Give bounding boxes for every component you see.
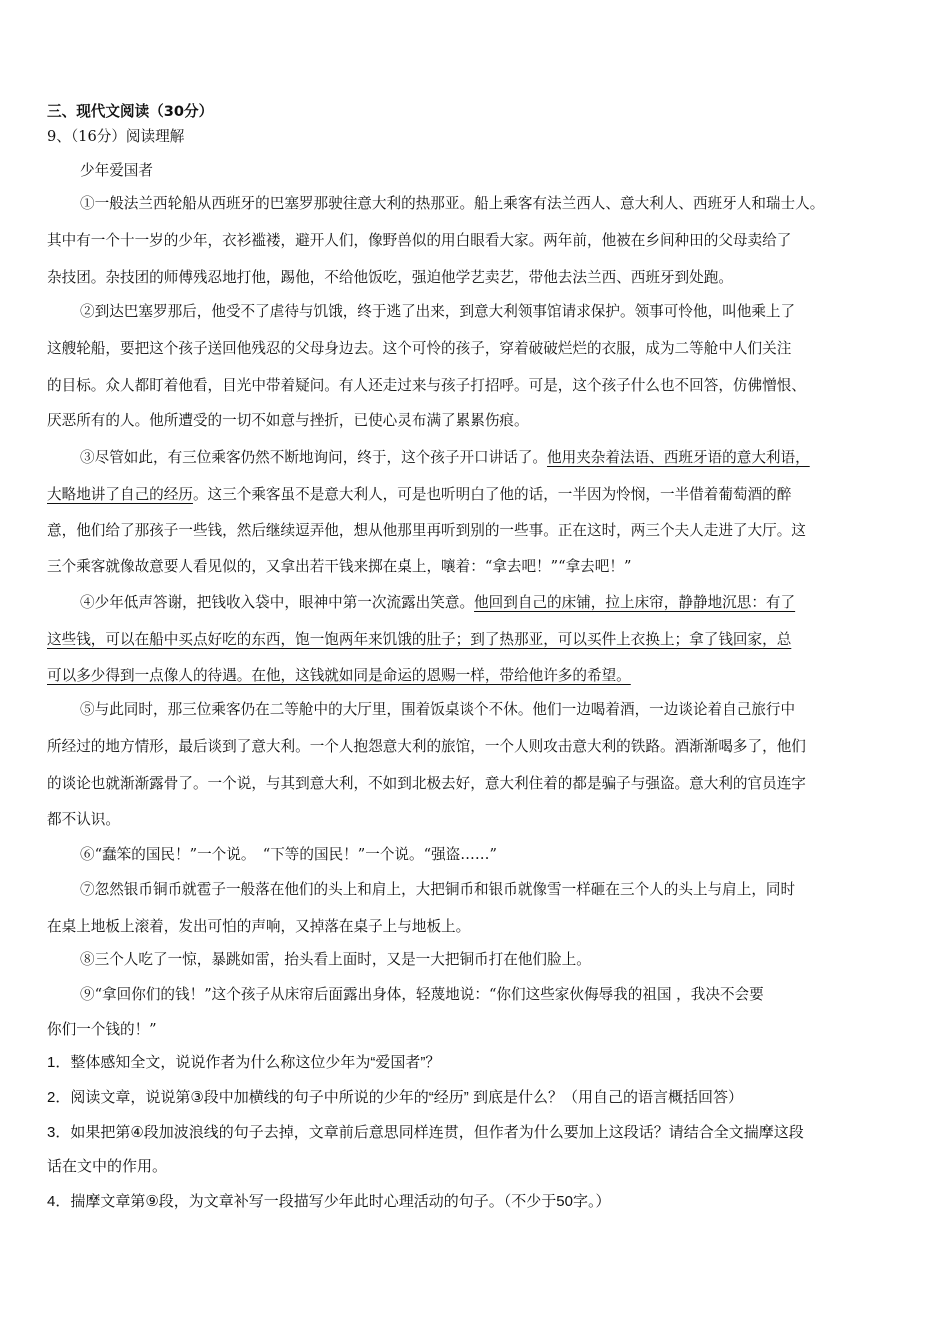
p8-line: ⑧三个人吃了一惊，暴跳如雷，抬头看上面时，又是一大把铜币打在他们脸上。 [80,951,591,968]
p1-line2: 其中有一个十一岁的少年，衣衫褴褛，避开人们，像野兽似的用白眼看大家。两年前，他被在乡间种田的父母卖给了 [47,232,792,249]
p1-line3: 杂技团。杂技团的师傅残忍地打他，踢他，不给他饭吃，强迫他学艺卖艺，带他去法兰西、西班牙到处跑。 [47,269,733,286]
p1-line1: ①一般法兰西轮船从西班牙的巴塞罗那驶往意大利的热那亚。船上乘客有法兰西人、意大利人、西班牙人和瑞士人。 [80,195,825,212]
p2-line2: 这艘轮船，要把这个孩子送回他残忍的父母身边去。这个可怜的孩子，穿着破破烂烂的衣服，成为二等舱中人们关注 [47,340,792,357]
p9-line2: 你们一个钱的！” [47,1021,157,1038]
underlined-sentence-end: 大略地讲了自己的经历 [47,486,193,503]
p2-line4: 厌恶所有的人。他所遭受的一切不如意与挫折，已使心灵布满了累累伤痕。 [47,412,529,429]
p5-line4: 都不认识。 [47,811,120,828]
p7-line2: 在桌上地板上滚着，发出可怕的声响，又掉落在桌子上与地板上。 [47,918,471,935]
p3-line3: 意，他们给了那孩子一些钱，然后继续逗弄他，想从他那里再听到别的一些事。正在这时，两三个夫人走进了大厅。这 [47,522,806,539]
p4-line2: 这些钱，可以在船中买点好吃的东西，饱一饱两年来饥饿的肚子；到了热那亚，可以买件上衣换上；拿了钱回家，总 [47,631,792,648]
p3-line4: 三个乘客就像故意要人看见似的，又拿出若干钱来掷在桌上，嚷着：“拿去吧！”“拿去吧！” [47,558,632,575]
p3-text: ③尽管如此，有三位乘客仍然不断地询问，终于，这个孩子开口讲话了。 [80,449,548,466]
p7-line1: ⑦忽然银币铜币就雹子一般落在他们的头上和肩上，大把铜币和银币就像雪一样砸在三个人的头上与肩上，同时 [80,881,796,898]
p5-line2: 所经过的地方情形，最后谈到了意大利。一个人抱怨意大利的旅馆，一个人则攻击意大利的铁路。酒渐渐喝多了，他们 [47,738,806,755]
wavy-line-sentence: 他回到自己的床铺，拉上床帘，静静地沉思：有了 [474,594,796,611]
p5-line1: ⑤与此同时，那三位乘客仍在二等舱中的大厅里，围着饭桌谈个不休。他们一边喝着酒，一边谈论着自己旅行中 [80,701,796,718]
article-title: 少年爱国者 [80,162,153,179]
question-4: 4．揣摩文章第⑨段，为文章补写一段描写少年此时心理活动的句子。（不少于50字。） [47,1193,611,1210]
p3-line2 [47,486,791,504]
p5-line3: 的谈论也就渐渐露骨了。一个说，与其到意大利，不如到北极去好，意大利住着的都是骗子与强盗。意大利的官员连字 [47,775,806,792]
question-header: 9、（16分）阅读理解 [47,128,185,145]
p6-line: ⑥“蠢笨的国民！”一个说。 “下等的国民！”一个说。“强盗……” [80,846,497,863]
underlined-sentence: 他用夹杂着法语、西班牙语的意大利语， [547,449,810,466]
section-heading: 三、现代文阅读（30分） [47,103,214,120]
p4-line1 [80,594,795,612]
p4-line3: 可以多少得到一点像人的待遇。在他，这钱就如同是命运的恩赐一样，带给他许多的希望。 [47,667,631,684]
question-3-line2: 话在文中的作用。 [47,1158,168,1175]
p3-line1 [80,449,810,467]
question-3-line1: 3．如果把第④段加波浪线的句子去掉，文章前后意思同样连贯，但作者为什么要加上这段话？请结合全文揣摩这段 [47,1124,804,1141]
p2-line1: ②到达巴塞罗那后，他受不了虐待与饥饿，终于逃了出来，到意大利领事馆请求保护。领事可怜他，叫他乘上了 [80,303,796,320]
question-2: 2．阅读文章，说说第③段中加横线的句子中所说的少年的“经历” 到底是什么？（用自己的语言概括回答） [47,1089,743,1106]
p2-line3: 的目标。众人都盯着他看，目光中带着疑问。有人还走过来与孩子打招呼。可是，这个孩子什么也不回答，仿佛憎恨、 [47,377,806,394]
p4-text: ④少年低声答谢，把钱收入袋中，眼神中第一次流露出笑意。 [80,594,475,611]
p9-line1: ⑨“拿回你们的钱！”这个孩子从床帘后面露出身体，轻蔑地说：“你们这些家伙侮辱我的祖国 ，我决不会要 [80,986,764,1003]
question-1: 1．整体感知全文，说说作者为什么称这位少年为“爱国者”？ [47,1054,441,1071]
p3-text-cont: 。这三个乘客虽不是意大利人，可是也听明白了他的话，一半因为怜悯，一半借着葡萄酒的醉 [192,486,792,503]
